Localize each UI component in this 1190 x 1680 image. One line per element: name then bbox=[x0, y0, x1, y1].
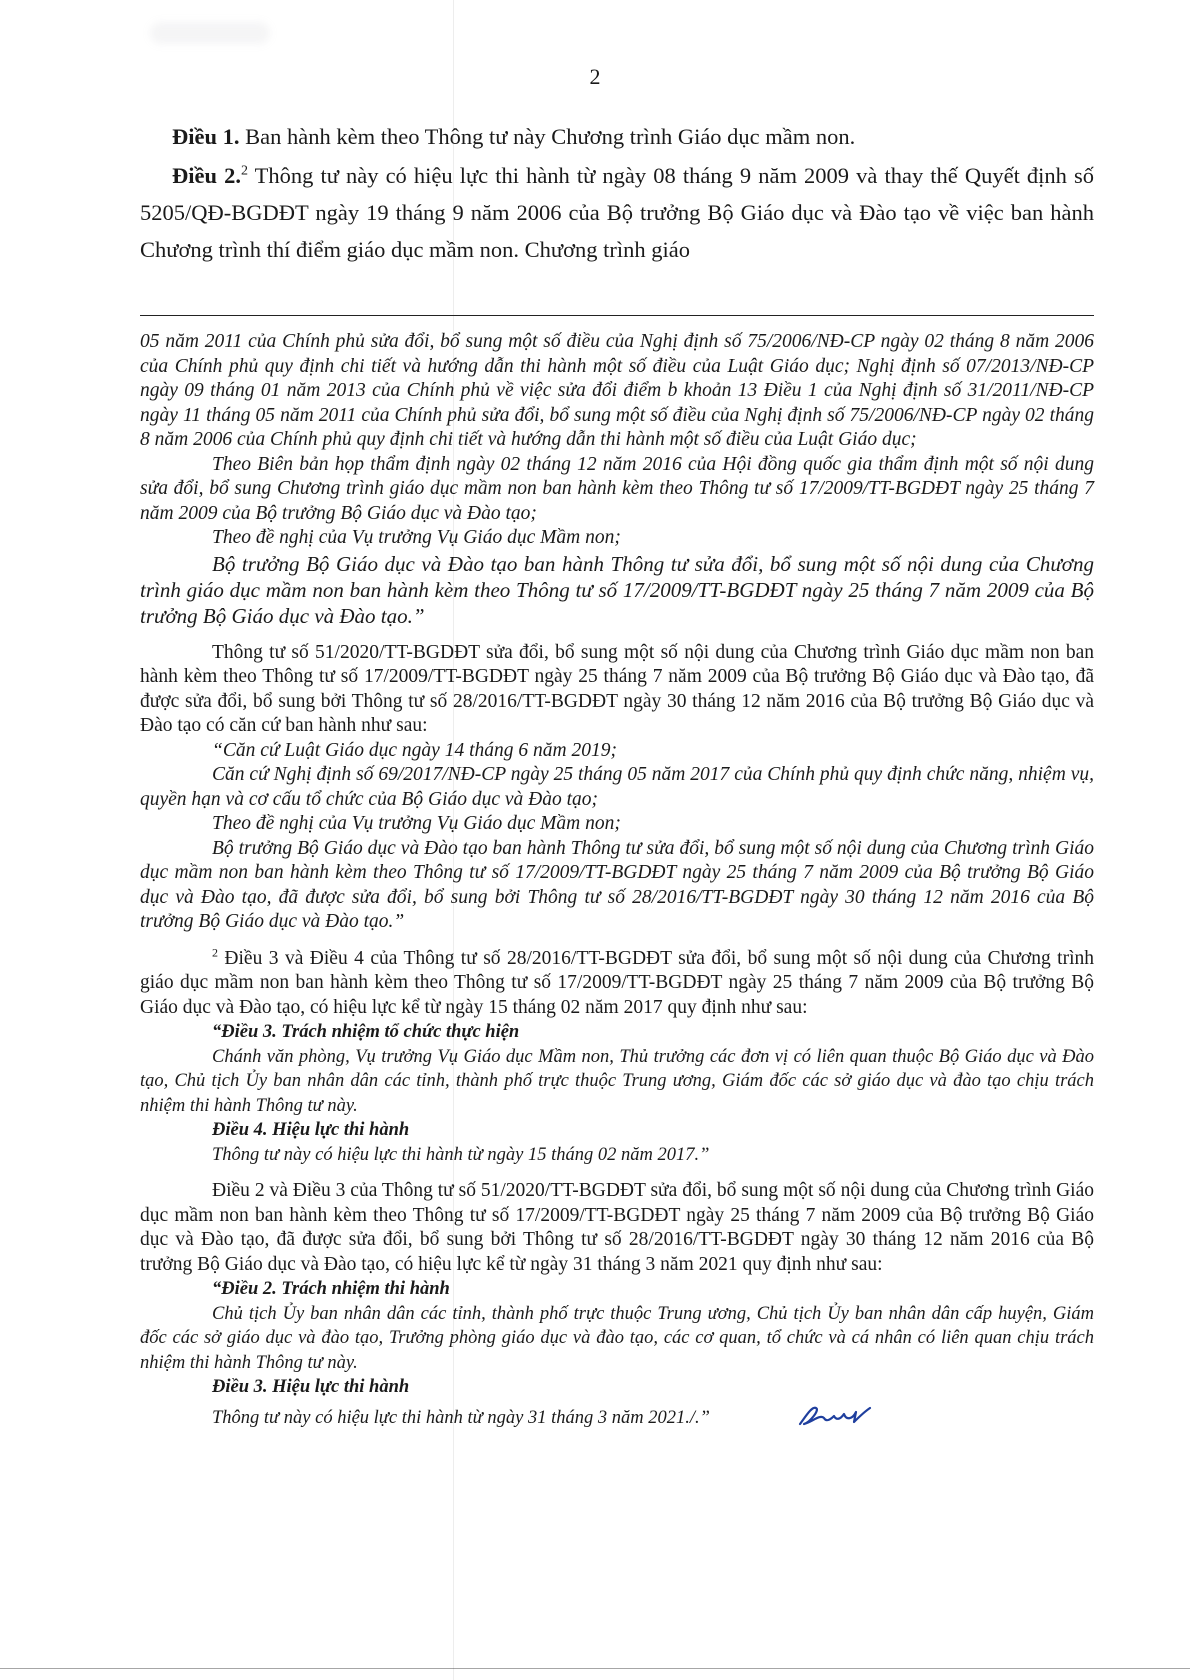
footnote-2-mark: 2 bbox=[212, 945, 218, 959]
article-2 bbox=[140, 157, 1094, 268]
circular-51-article-3-text: Thông tư này có hiệu lực thi hành từ ngày 31 tháng 3 năm 2021./.” bbox=[212, 1407, 710, 1428]
circular-51-issuance: Bộ trưởng Bộ Giáo dục và Đào tạo ban hành Thông tư sửa đổi, bổ sung một số nội dung của Chương trình Giáo dục mầm non ban hành kèm theo Thông tư số 17/2009/TT-BGDĐT ngày 25 tháng 7 năm 2009 của Bộ trưởng Bộ Giáo dục và Đào tạo, đã được sửa đổi, bổ sung bởi Thông tư số 28/2016/TT-BGDĐT ngày 30 tháng 12 năm 2016 của Bộ trưởng Bộ Giáo dục và Đào tạo.” bbox=[140, 837, 1094, 932]
article-1 bbox=[140, 118, 1094, 155]
scan-bottom-edge bbox=[0, 1668, 1190, 1669]
footnote-2 bbox=[140, 947, 1094, 1021]
footnote-2-text: Điều 3 và Điều 4 của Thông tư số 28/2016/TT-BGDĐT sửa đổi, bổ sung một số nội dung của Chương trình giáo dục mầm non ban hành kèm theo Thông tư số 17/2009/TT-BGDĐT ngày 25 tháng 7 năm 2009 của Bộ trưởng Bộ Giáo dục và Đào tạo, có hiệu lực kể từ ngày 15 tháng 02 năm 2017 quy định như sau: bbox=[140, 947, 1094, 1018]
circular-51-effect: Điều 2 và Điều 3 của Thông tư số 51/2020/TT-BGDĐT sửa đổi, bổ sung một số nội dung của Chương trình Giáo dục mầm non ban hành kèm theo Thông tư số 17/2009/TT-BGDĐT ngày 25 tháng 7 năm 2009 của Bộ trưởng Bộ Giáo dục và Đào tạo, đã được sửa đổi, bổ sung bởi Thông tư số 28/2016/TT-BGDĐT ngày 30 tháng 12 năm 2016 của Bộ trưởng Bộ Giáo dục và Đào tạo, có hiệu lực kể từ ngày 31 tháng 3 năm 2021 quy định như sau: bbox=[140, 1180, 1094, 1275]
footnotes bbox=[140, 330, 1094, 1437]
main-text bbox=[140, 118, 1094, 270]
signature-initials bbox=[724, 1400, 874, 1438]
circular-51-article-3 bbox=[140, 1400, 1094, 1438]
circular-51-basis-decree: Căn cứ Nghị định số 69/2017/NĐ-CP ngày 25 tháng 05 năm 2017 của Chính phủ quy định chức năng, nhiệm vụ, quyền hạn và cơ cấu tổ chức của Bộ Giáo dục và Đào tạo; bbox=[140, 764, 1094, 810]
circular-51-basis-proposal: Theo đề nghị của Vụ trưởng Vụ Giáo dục Mầm non; bbox=[212, 813, 621, 834]
circular-51-article-2-heading: “Điều 2. Trách nhiệm thi hành bbox=[212, 1279, 450, 1299]
circular-51-basis-law: “Căn cứ Luật Giáo dục ngày 14 tháng 6 năm 2019; bbox=[212, 739, 617, 761]
circular-51-article-3-heading: Điều 3. Hiệu lực thi hành bbox=[212, 1377, 410, 1397]
circular-51-article-2-text: Chủ tịch Ủy ban nhân dân các tỉnh, thành phố trực thuộc Trung ương, Chủ tịch Ủy ban nhân dân cấp huyện, Giám đốc các sở giáo dục và đào tạo, Trưởng phòng giáo dục và đào tạo, các cơ quan, tổ chức và cá nhân có liên quan chịu trách nhiệm thi hành Thông tư này. bbox=[140, 1303, 1094, 1373]
footnote-1-issuance: Bộ trưởng Bộ Giáo dục và Đào tạo ban hành Thông tư sửa đổi, bổ sung một số nội dung của Chương trình giáo dục mầm non ban hành kèm theo Thông tư số 17/2009/TT-BGDĐT ngày 25 tháng 7 năm 2009 của Bộ trưởng Bộ Giáo dục và Đào tạo.” bbox=[140, 551, 1094, 628]
article-2-text: Thông tư này có hiệu lực thi hành từ ngày 08 tháng 9 năm 2009 và thay thế Quyết định số 5205/QĐ-BGDĐT ngày 19 tháng 9 năm 2006 của Bộ trưởng Bộ Giáo dục và Đào tạo về việc ban hành Chương trình thí điểm giáo dục mầm non. Chương trình giáo bbox=[140, 163, 1095, 262]
footnote-2-article-4-text: Thông tư này có hiệu lực thi hành từ ngày 15 tháng 02 năm 2017.” bbox=[212, 1144, 710, 1165]
footnote-ref: 2 bbox=[240, 163, 248, 179]
footnote-1-basis-proposal: Theo đề nghị của Vụ trưởng Vụ Giáo dục Mầm non; bbox=[212, 527, 621, 548]
footnote-2-article-4-heading: Điều 4. Hiệu lực thi hành bbox=[212, 1120, 410, 1140]
article-1-label: Điều 1. bbox=[172, 124, 240, 149]
circular-51-intro: Thông tư số 51/2020/TT-BGDĐT sửa đổi, bổ sung một số nội dung của Chương trình Giáo dục mầm non ban hành kèm theo Thông tư số 17/2009/TT-BGDĐT ngày 25 tháng 7 năm 2009 của Bộ trưởng Bộ Giáo dục và Đào tạo, đã được sửa đổi, bổ sung bởi Thông tư số 28/2016/TT-BGDĐT ngày 30 tháng 12 năm 2016 của Bộ trưởng Bộ Giáo dục và Đào tạo có căn cứ ban hành như sau: bbox=[140, 641, 1094, 736]
footnote-separator bbox=[140, 315, 1094, 316]
footnote-1-continuation: 05 năm 2011 của Chính phủ sửa đổi, bổ sung một số điều của Nghị định số 75/2006/NĐ-CP ngày 02 tháng 8 năm 2006 của Chính phủ quy định chi tiết và hướng dẫn thi hành một số điều của Luật Giáo dục; Nghị định số 07/2013/NĐ-CP ngày 09 tháng 01 năm 2013 của Chính phủ về việc sửa đổi điểm b khoản 13 Điều 1 của Nghị định số 31/2011/NĐ-CP ngày 11 tháng 05 năm 2011 của Chính phủ sửa đổi, bổ sung một số điều của Nghị định số 75/2006/NĐ-CP ngày 02 tháng 8 năm 2006 của Chính phủ quy định chi tiết và hướng dẫn thi hành một số điều của Luật Giáo dục; bbox=[140, 331, 1094, 450]
article-2-label: Điều 2. bbox=[172, 163, 241, 188]
footnote-2-article-3-heading: “Điều 3. Trách nhiệm tổ chức thực hiện bbox=[212, 1022, 520, 1042]
footnote-1-basis-minutes: Theo Biên bản họp thẩm định ngày 02 tháng 12 năm 2016 của Hội đồng quốc gia thẩm định một số nội dung sửa đổi, bổ sung Chương trình giáo dục mầm non ban hành kèm theo Thông tư số 17/2009/TT-BGDĐT ngày 25 tháng 7 năm 2009 của Bộ trưởng Bộ Giáo dục và Đào tạo; bbox=[140, 453, 1094, 524]
scan-smudge bbox=[150, 22, 270, 44]
page-number: 2 bbox=[589, 64, 601, 89]
footnote-2-article-3-text: Chánh văn phòng, Vụ trưởng Vụ Giáo dục Mầm non, Thủ trưởng các đơn vị có liên quan thuộc Bộ Giáo dục và Đào tạo, Chủ tịch Ủy ban nhân dân các tỉnh, thành phố trực thuộc Trung ương, Giám đốc các sở giáo dục và đào tạo chịu trách nhiệm thi hành Thông tư này. bbox=[140, 1046, 1094, 1116]
article-1-text: Ban hành kèm theo Thông tư này Chương trình Giáo dục mầm non. bbox=[239, 124, 856, 149]
